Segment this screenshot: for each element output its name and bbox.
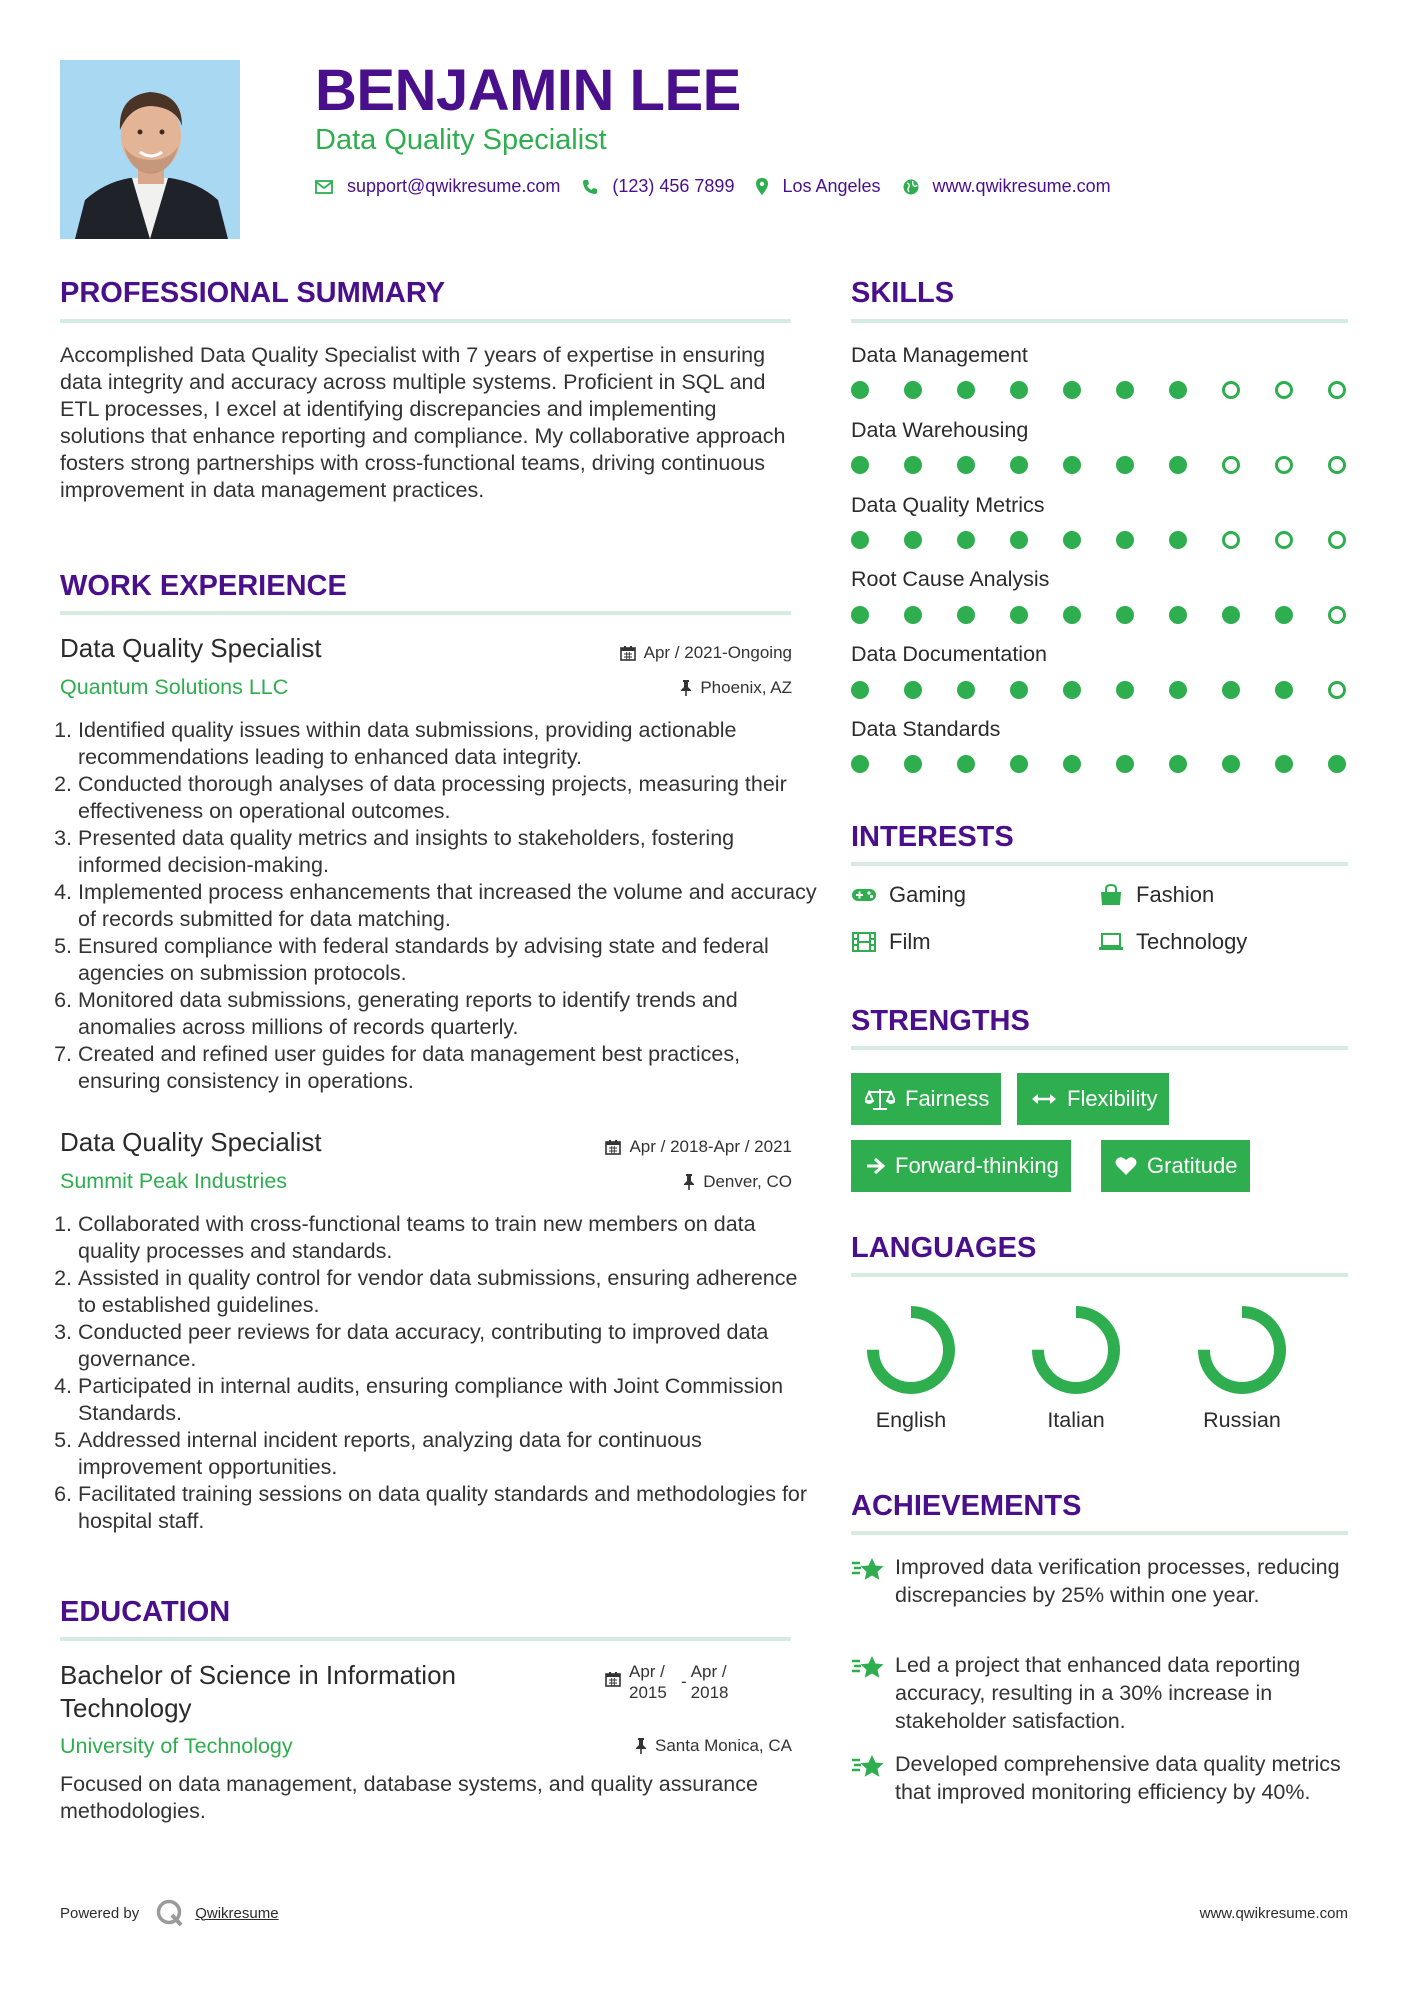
duty-item: 1. Identified quality issues within data submissions, providing actionable recommendations leading to enhanced data integrity.: [78, 717, 818, 771]
envelope-icon: [315, 180, 333, 194]
duty-item: 4. Participated in internal audits, ensuring compliance with Joint Commission Standards.: [78, 1373, 818, 1427]
language-label: English: [875, 1408, 947, 1432]
skill-dot-empty: [1328, 681, 1346, 699]
skill-dot-filled: [1063, 456, 1081, 474]
strengths-divider: [851, 1046, 1348, 1050]
skill-dot-filled: [1169, 531, 1187, 549]
skill-name: Data Management: [851, 343, 1028, 367]
skill-dot-filled: [957, 531, 975, 549]
interest-item: [1098, 929, 1247, 955]
language-level-ring: [1192, 1300, 1292, 1400]
strength-label: Fairness: [905, 1086, 990, 1111]
language-item: [841, 1300, 981, 1433]
pushpin-icon: [635, 1738, 647, 1754]
strength-label: Gratitude: [1147, 1153, 1238, 1178]
skill-rating: [851, 681, 1351, 701]
skill-dot-filled: [1063, 755, 1081, 773]
star-badge-icon: [851, 1553, 887, 1609]
skill-name: Data Quality Metrics: [851, 493, 1045, 517]
arrow-right-icon: [865, 1156, 885, 1176]
duty-item: 7. Created and refined user guides for data management best practices, ensuring consistency in operations.: [78, 1041, 818, 1095]
skill-dot-filled: [1169, 456, 1187, 474]
phone-icon: [582, 179, 598, 195]
job-duties-list: [60, 717, 818, 1095]
skill-dot-filled: [904, 531, 922, 549]
skill-dot-empty: [1222, 381, 1240, 399]
calendar-icon: [605, 1671, 621, 1687]
skill-dot-filled: [1116, 531, 1134, 549]
interests-heading: INTERESTS: [851, 821, 1014, 853]
duty-item: 6. Facilitated training sessions on data quality standards and methodologies for hospital staff.: [78, 1481, 818, 1535]
skill-dot-filled: [1116, 755, 1134, 773]
education-end: Apr / 2018: [690, 1662, 729, 1702]
interest-label: Gaming: [889, 882, 967, 907]
strengths-heading: STRENGTHS: [851, 1005, 1030, 1037]
skill-rating: [851, 755, 1351, 775]
skill-dot-filled: [1222, 606, 1240, 624]
powered-by-label: Powered by: [60, 1904, 140, 1922]
skill-dot-filled: [1169, 381, 1187, 399]
skill-name: Root Cause Analysis: [851, 567, 1050, 591]
skill-dot-empty: [1275, 531, 1293, 549]
skill-dot-empty: [1275, 456, 1293, 474]
contact-website[interactable]: www.qwikresume.com: [932, 176, 1111, 196]
language-item: [1006, 1300, 1146, 1433]
achievement-item: [851, 1553, 1351, 1609]
skill-name: Data Documentation: [851, 642, 1047, 666]
education-location: [635, 1736, 792, 1756]
skill-rating: [851, 381, 1351, 401]
pushpin-icon: [683, 1174, 695, 1190]
interest-item: [851, 929, 931, 955]
footer-powered-by: [60, 1898, 279, 1928]
star-badge-icon: [851, 1651, 887, 1735]
skill-dot-empty: [1275, 381, 1293, 399]
strength-tag: [851, 1140, 1071, 1192]
education-start: Apr / 2015: [629, 1662, 667, 1702]
contact-location: Los Angeles: [782, 176, 881, 196]
degree-title: Bachelor of Science in Information Technology: [60, 1660, 456, 1723]
skill-dot-filled: [1010, 531, 1028, 549]
contact-phone[interactable]: (123) 456 7899: [612, 176, 735, 196]
date-separator: -: [681, 1672, 687, 1691]
skills-heading: SKILLS: [851, 277, 955, 309]
skill-dot-filled: [957, 456, 975, 474]
job-location: [680, 678, 792, 698]
skill-dot-empty: [1222, 456, 1240, 474]
job-location-text: Denver, CO: [703, 1172, 792, 1191]
skill-dot-empty: [1222, 531, 1240, 549]
achievement-item: [851, 1750, 1351, 1806]
duty-item: 2. Assisted in quality control for vendor data submissions, ensuring adherence to established guidelines.: [78, 1265, 818, 1319]
skill-rating: [851, 456, 1351, 476]
job-company: Quantum Solutions LLC: [60, 675, 289, 699]
strength-tag: [1017, 1073, 1169, 1125]
summary-text: Accomplished Data Quality Specialist with 7 years of expertise in ensuring data integrity and accuracy across multiple systems. Proficient in SQL and ETL processes, I excel at identifying discrepancies and implementing solutions that enhance reporting and compliance. My collaborative approach fosters strong partnerships with cross-functional teams, driving continuous improvement in data management practices.: [60, 343, 786, 502]
summary-divider: [60, 319, 791, 323]
skill-dot-filled: [1116, 381, 1134, 399]
skill-dot-filled: [1328, 755, 1346, 773]
arrows-horizontal-icon: [1031, 1092, 1057, 1106]
experience-heading: WORK EXPERIENCE: [60, 570, 347, 602]
skill-dot-filled: [1275, 755, 1293, 773]
contact-email[interactable]: support@qwikresume.com: [347, 176, 561, 196]
interest-item: [1098, 882, 1214, 908]
skill-dot-filled: [1063, 531, 1081, 549]
education-description: Focused on data management, database systems, and quality assurance methodologies.: [60, 1772, 758, 1823]
interest-item: [851, 882, 966, 908]
education-divider: [60, 1637, 791, 1641]
achievement-item: [851, 1651, 1351, 1735]
skill-dot-filled: [1010, 456, 1028, 474]
interest-label: Fashion: [1136, 882, 1215, 907]
calendar-icon: [620, 645, 636, 661]
strength-label: Flexibility: [1067, 1086, 1158, 1111]
interest-label: Film: [889, 929, 931, 954]
skill-name: Data Standards: [851, 717, 1001, 741]
skill-dot-filled: [904, 381, 922, 399]
achievement-text: Developed comprehensive data quality metrics that improved monitoring efficiency by 40%.: [895, 1752, 1341, 1804]
skill-dot-filled: [1010, 681, 1028, 699]
skill-dot-filled: [851, 681, 869, 699]
skill-dot-filled: [1169, 606, 1187, 624]
duty-item: 5. Ensured compliance with federal standards by advising state and federal agencies on submission protocols.: [78, 933, 818, 987]
job-dates-text: Apr / 2018-Apr / 2021: [629, 1137, 792, 1156]
summary-heading: PROFESSIONAL SUMMARY: [60, 277, 446, 309]
job-dates: [620, 643, 792, 663]
language-item: [1172, 1300, 1312, 1433]
duty-item: 4. Implemented process enhancements that increased the volume and accuracy of records submitted for data matching.: [78, 879, 818, 933]
strength-tag: [851, 1073, 1001, 1125]
profile-photo: [60, 60, 240, 239]
skill-dot-filled: [1116, 456, 1134, 474]
skill-dot-filled: [1063, 381, 1081, 399]
job-location-text: Phoenix, AZ: [700, 678, 792, 697]
duty-item: 3. Presented data quality metrics and insights to stakeholders, fostering informed decision-making.: [78, 825, 818, 879]
job-title: Data Quality Specialist: [60, 633, 322, 663]
skill-dot-filled: [957, 681, 975, 699]
education-dates: [605, 1661, 739, 1703]
job-title: Data Quality Specialist: [60, 1127, 322, 1157]
job-company: Summit Peak Industries: [60, 1169, 288, 1193]
job-dates-text: Apr / 2021-Ongoing: [643, 643, 792, 662]
skill-dot-filled: [851, 456, 869, 474]
duty-item: 2. Conducted thorough analyses of data processing projects, measuring their effectiveness on operational outcomes.: [78, 771, 818, 825]
skill-dot-filled: [957, 381, 975, 399]
skill-dot-filled: [1275, 681, 1293, 699]
job-location: [683, 1172, 792, 1192]
duty-item: 6. Monitored data submissions, generating reports to identify trends and anomalies across millions of records quarterly.: [78, 987, 818, 1041]
candidate-name: BENJAMIN LEE: [315, 58, 741, 123]
skill-dot-filled: [957, 755, 975, 773]
skill-dot-filled: [904, 606, 922, 624]
pushpin-icon: [680, 680, 692, 696]
language-label: Italian: [1047, 1408, 1105, 1432]
achievement-text: Improved data verification processes, reducing discrepancies by 25% within one year.: [895, 1555, 1340, 1607]
skill-dot-filled: [957, 606, 975, 624]
heart-icon: [1115, 1156, 1137, 1176]
language-level-ring: [861, 1300, 961, 1400]
skill-dot-filled: [1116, 606, 1134, 624]
skill-rating: [851, 606, 1351, 626]
skill-dot-filled: [851, 381, 869, 399]
film-icon: [851, 932, 877, 952]
skill-dot-filled: [1169, 755, 1187, 773]
skill-dot-filled: [1010, 381, 1028, 399]
globe-icon: [903, 179, 919, 195]
skill-dot-filled: [1063, 681, 1081, 699]
footer-website[interactable]: www.qwikresume.com: [1199, 1905, 1348, 1922]
skill-dot-filled: [904, 681, 922, 699]
interests-divider: [851, 862, 1348, 866]
languages-heading: LANGUAGES: [851, 1232, 1037, 1264]
skill-dot-empty: [1328, 606, 1346, 624]
school-name: University of Technology: [60, 1734, 293, 1758]
qwikresume-link[interactable]: Qwikresume: [195, 1904, 279, 1922]
duty-item: 1. Collaborated with cross-functional teams to train new members on data quality processes and standards.: [78, 1211, 818, 1265]
strength-tag: [1101, 1140, 1250, 1192]
skill-dot-filled: [1010, 755, 1028, 773]
skill-dot-filled: [1222, 681, 1240, 699]
skill-dot-filled: [1116, 681, 1134, 699]
skills-divider: [851, 319, 1348, 323]
skill-dot-filled: [1063, 606, 1081, 624]
language-label: Russian: [1203, 1408, 1281, 1432]
experience-divider: [60, 611, 791, 615]
star-badge-icon: [851, 1750, 887, 1806]
laptop-icon: [1098, 933, 1124, 951]
achievement-text: Led a project that enhanced data reporting accuracy, resulting in a 30% increase in stakeholder satisfaction.: [895, 1653, 1301, 1733]
skill-dot-filled: [904, 755, 922, 773]
skill-rating: [851, 531, 1351, 551]
skill-dot-empty: [1328, 381, 1346, 399]
skill-dot-filled: [851, 755, 869, 773]
duty-item: 5. Addressed internal incident reports, analyzing data for continuous improvement opportunities.: [78, 1427, 818, 1481]
contact-bar: [315, 176, 1133, 197]
skill-dot-empty: [1328, 531, 1346, 549]
job-dates: [605, 1137, 792, 1157]
qwikresume-logo-icon: [155, 1898, 185, 1928]
interest-label: Technology: [1136, 929, 1248, 954]
skill-dot-empty: [1328, 456, 1346, 474]
balance-scale-icon: [865, 1088, 895, 1110]
map-pin-icon: [756, 178, 768, 195]
duty-item: 3. Conducted peer reviews for data accuracy, contributing to improved data governance.: [78, 1319, 818, 1373]
shopping-bag-icon: [1098, 884, 1124, 906]
achievements-heading: ACHIEVEMENTS: [851, 1490, 1082, 1522]
education-location-text: Santa Monica, CA: [654, 1736, 792, 1755]
skill-dot-filled: [1010, 606, 1028, 624]
skill-dot-filled: [904, 456, 922, 474]
education-heading: EDUCATION: [60, 1596, 231, 1628]
achievements-divider: [851, 1531, 1348, 1535]
skill-dot-filled: [851, 606, 869, 624]
skill-dot-filled: [851, 531, 869, 549]
languages-divider: [851, 1273, 1348, 1277]
calendar-icon: [605, 1139, 621, 1155]
gamepad-icon: [851, 887, 877, 903]
skill-dot-filled: [1222, 755, 1240, 773]
job-duties-list: [60, 1211, 818, 1535]
language-level-ring: [1026, 1300, 1126, 1400]
skill-dot-filled: [1169, 681, 1187, 699]
skill-name: Data Warehousing: [851, 418, 1029, 442]
skill-dot-filled: [1275, 606, 1293, 624]
strength-label: Forward-thinking: [895, 1153, 1059, 1178]
candidate-role: Data Quality Specialist: [315, 124, 607, 156]
